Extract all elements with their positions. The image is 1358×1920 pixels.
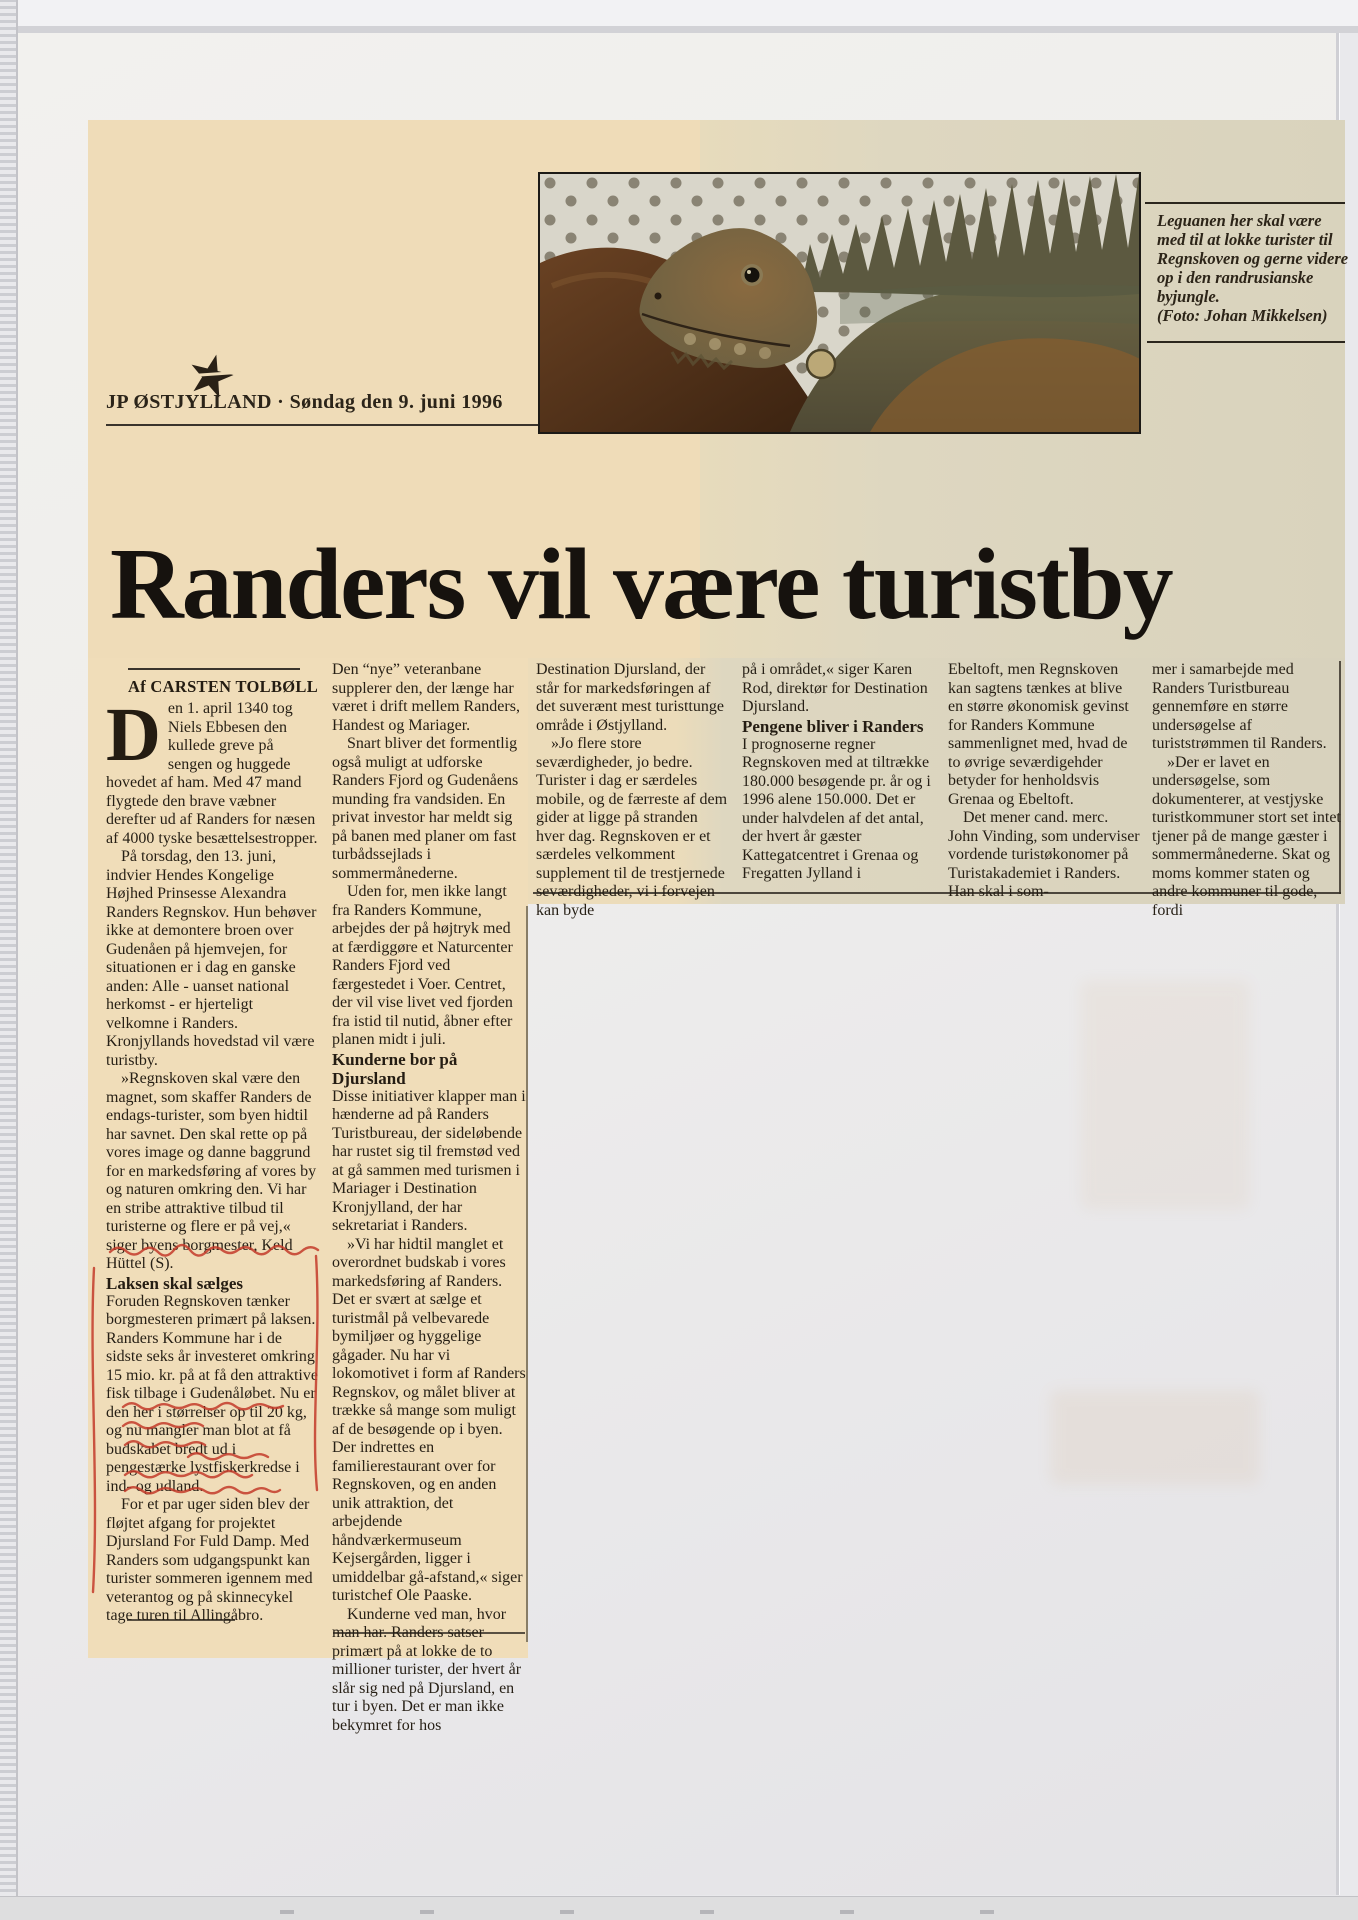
cut-edge-rule <box>526 906 528 1642</box>
col6-paragraph-1: mer i samarbejde med Randers Turistbureau gennemføre en større undersøgelse af turiststrømmen til Randers. <box>1152 661 1327 752</box>
drop-cap: D <box>106 693 161 777</box>
col4-paragraph-2: I prognoserne regner Regnskoven med at tiltrække 180.000 besøgende pr. år og i 1996 alene 150.000. Det er under halvdelen af det antal, der hvert år gæster Kattegatcentret i Grenaa og Fregatten Jylland i <box>742 735 931 882</box>
photo-caption <box>1157 211 1349 325</box>
col1-paragraph-1 <box>106 693 320 848</box>
publication-dateline: JP ØSTJYLLAND · Søndag den 9. juni 1996 <box>106 391 503 413</box>
col4-subhead: Pengene bliver i Randers <box>742 716 924 736</box>
photo-credit: (Foto: Johan Mikkelsen) <box>1157 306 1328 325</box>
col2-subhead: Kunderne bor på Djursland <box>332 1049 458 1088</box>
col1-p1-text: en 1. april 1340 tog Niels Ebbesen den kullede greve på sengen og huggede hovedet af ham. Med 47 mand flygtede den brave væbner derefter ud af Randers for næsen af 4000 tyske besættelsestropper. <box>106 700 318 847</box>
col2-paragraph-6: Kunderne ved man, hvor man har. Randers satser primært på at lokke de to millioner turister, der hvert år slår sig ned på Djursland, en tur i byen. Det er man ikke bekymret for hos <box>332 1605 522 1734</box>
article-column-6 <box>1152 661 1344 920</box>
bleed-through-smudge <box>1080 980 1250 1210</box>
article-column-2 <box>332 661 526 1735</box>
col4-paragraph-1: på i området,« siger Karen Rod, direktør for Destination Djursland. <box>742 661 928 715</box>
col3-paragraph-1: Destination Djursland, der står for markedsføringen af det suverænt mest turisttunge område i Østjylland. <box>536 661 724 734</box>
sleeve-top-strip <box>0 0 1358 26</box>
col2-paragraph-1: Den “nye” veteranbane supplerer den, der længe har været i drift mellem Randers, Handest og Mariager. <box>332 661 520 734</box>
article-column-5 <box>948 661 1140 902</box>
col1-paragraph-2: På torsdag, den 13. juni, indvier Hendes Kongelige Højhed Prinsesse Alexandra Randers Regnskov. Hun behøver ikke at demontere broen over Gudenåen på hjemvejen, for situationen er i dag en ganske anden: Alle - uanset national herkomst - er hjerteligt velkomne i Randers. Kronjyllands hovedstad vil være turistby. <box>106 848 317 1069</box>
article-column-1 <box>106 693 320 1626</box>
col1-paragraph-3: »Regnskoven skal være den magnet, som skaffer Randers de endags-turister, som byen hidtil har savnet. Den skal rette op på vores image og danne baggrund for en markedsføring af vores by og naturen omkring den. Vi har en stribe attraktive tilbud til turisterne og flere er på vej,« siger byens borgmester, Keld Hüttel (S). <box>106 1070 317 1272</box>
col2-paragraph-5: »Vi har hidtil manglet et overordnet budskab i vores markedsføring af Randers. Det er svært at sælge et turistmål på velbevarede bymiljøer og hyggelige gågader. Nu har vi lokomotivet i form af Randers Regnskov, og målet bliver at trække så mange som muligt af de besøgende op i byen. Der indrettes en familierestaurant over for Regnskoven, og en anden unik attraktion, det arbejdende håndværkermuseum Kejsergården, ligger i umiddelbar gå-afstand,« siger turistchef Ole Paaske. <box>332 1235 526 1604</box>
col3-paragraph-2: »Jo flere store seværdigheder, jo bedre. Turister i dag er særdeles mobile, og de færreste af dem gider at ligge på stranden hver dag. Regnskoven er et særdeles velkomment supplement til de trestjernede seværdigheder, vi i forvejen kan byde <box>536 735 728 919</box>
byline-rule <box>128 668 300 670</box>
article-headline: Randers vil være turistby <box>110 528 1172 641</box>
scan-edge-mark <box>700 1910 714 1914</box>
col2-paragraph-4: Disse initiativer klapper man i hænderne ad på Randers Turistbureau, der sideløbende har rustet sig til fremstød ved at gå sammen med turismen i Mariager i Destination Kronjylland, der har sekretariat i Randers. <box>332 1087 526 1234</box>
article-byline: Af CARSTEN TOLBØLL <box>128 677 319 696</box>
col6-paragraph-2: »Der er lavet en undersøgelse, som dokumenterer, at vestjyske turistkommuner stort set intet tjener på de mange gæster i sommermånederne. Skat og moms kommer staten og andre kommuner til gode, fordi <box>1152 753 1341 919</box>
scan-edge-mark <box>280 1910 294 1914</box>
iguana-photo <box>538 172 1141 434</box>
col1-paragraph-4: Foruden Regnskoven tænker borgmesteren primært på laksen. Randers Kommune har i de sidste seks år investeret omkring 15 mio. kr. på at få den attraktive fisk tilbage i Gudenåløbet. Nu er den her i størrelser op til 20 kg, og nu mangler man blot at få budskabet bredt ud i pengestærke lystfiskerkredse i ind- og udland. <box>106 1292 318 1495</box>
masthead-rule <box>106 424 538 426</box>
scan-edge-mark <box>840 1910 854 1914</box>
caption-top-rule <box>1145 202 1345 204</box>
col5-paragraph-1: Ebeltoft, men Regnskoven kan sagtens tænkes at blive en større økonomisk gevinst for Randers Kommune sammenlignet med, hvad de to øvrige seværdigehder betyder for henholdsvis Grenaa og Ebeltoft. <box>948 661 1129 808</box>
right-section-rule <box>1147 341 1345 343</box>
col2-paragraph-2: Snart bliver det formentlig også muligt at udforske Randers Fjord og Gudenåens munding fra vandsiden. En privat investor har meldt sig på banen med planer om fast turbådssejlads i sommermånederne. <box>332 735 519 882</box>
bleed-through-smudge <box>1050 1390 1260 1485</box>
sleeve-bottom-edge <box>0 1896 1358 1920</box>
col1-subhead: Laksen skal sælges <box>106 1273 243 1293</box>
caption-text: Leguanen her skal være med til at lokke turister til Regnskoven og gerne videre op i den randrusianske byjungle. <box>1157 211 1349 306</box>
sleeve-top-seam <box>0 26 1358 33</box>
col5-paragraph-2: Det mener cand. merc. John Vinding, som underviser vordende turistøkonomer på Turistakademiet i Randers. Han skal i som- <box>948 809 1140 900</box>
article-column-4 <box>742 661 934 884</box>
col1-paragraph-5: For et par uger siden blev der fløjtet afgang for projektet Djursland For Fuld Damp. Med Randers som udgangspunkt kan turister sommeren igennem med veterantog og på skinnecykel tage turen til Allingåbro. <box>106 1496 313 1624</box>
sleeve-binding-edge <box>0 0 18 1920</box>
scan-edge-mark <box>560 1910 574 1914</box>
scan-edge-mark <box>980 1910 994 1914</box>
col2-paragraph-3: Uden for, men ikke langt fra Randers Kommune, arbejdes der på højtryk med at færdiggøre et Naturcenter Randers Fjord ved færgestedet i Voer. Centret, der vil vise livet ved fjorden fra istid til nutid, åbner efter planen midt i juli. <box>332 883 513 1048</box>
article-column-3 <box>536 661 728 920</box>
scan-edge-mark <box>420 1910 434 1914</box>
